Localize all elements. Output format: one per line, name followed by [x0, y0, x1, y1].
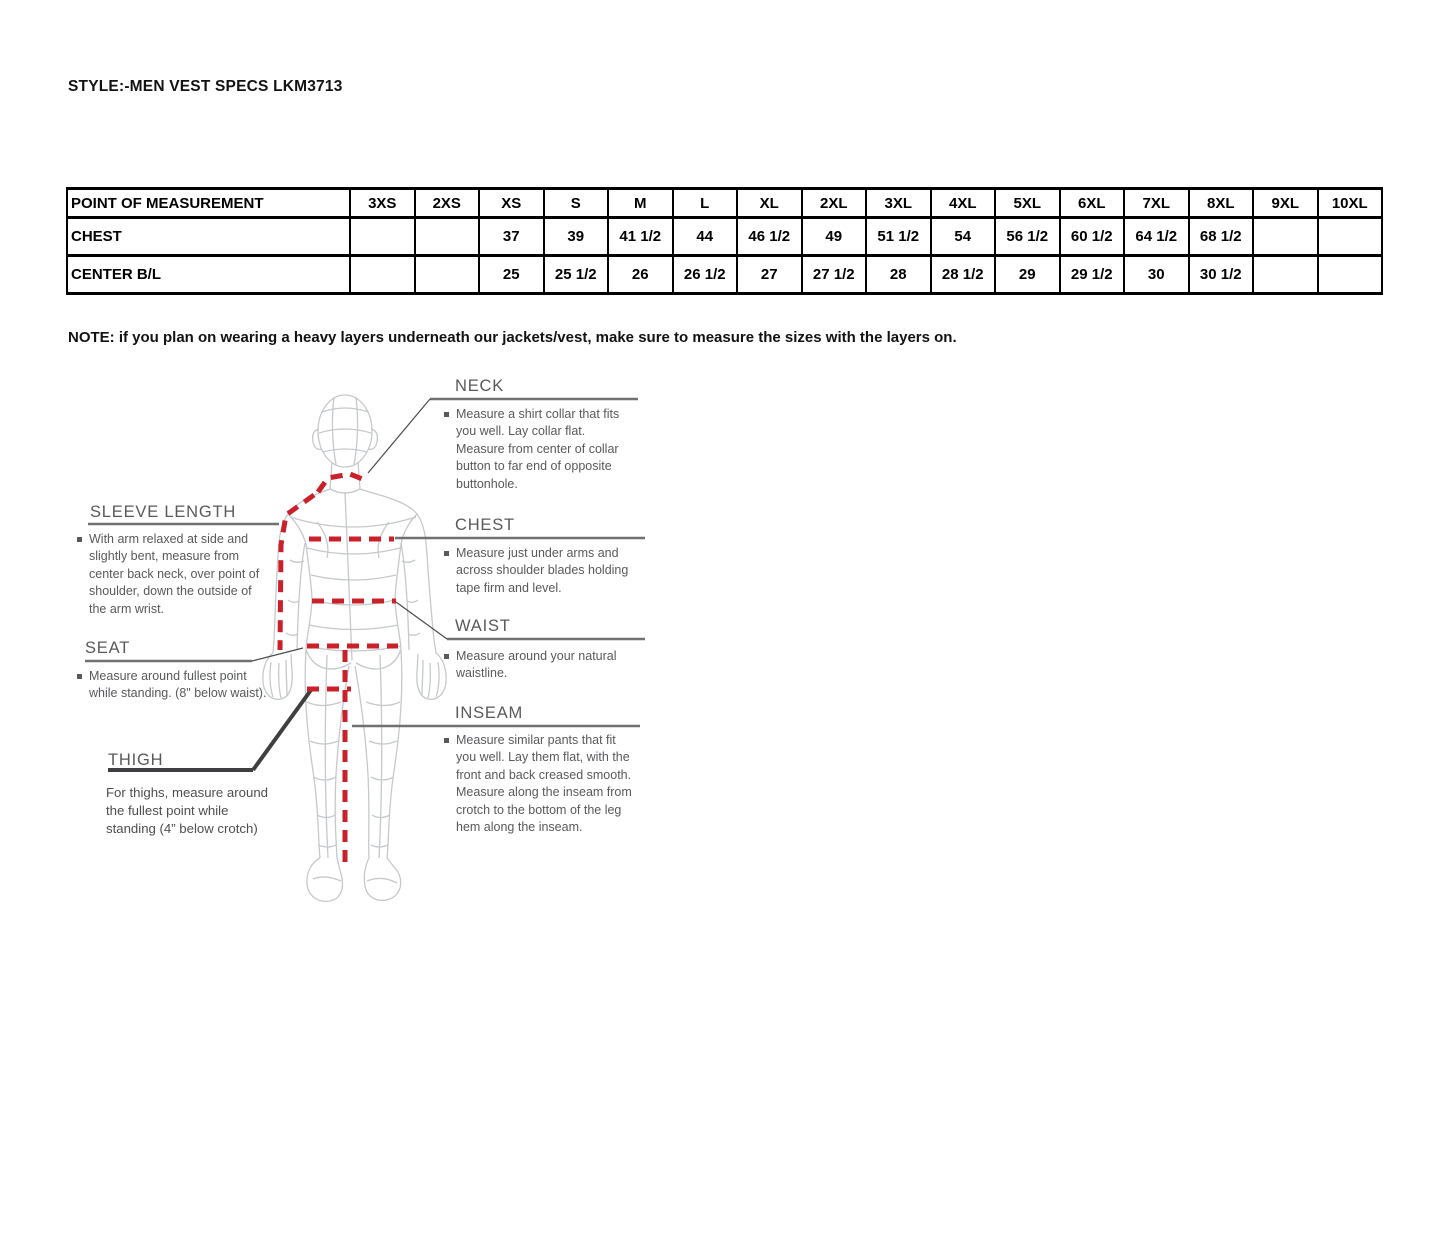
col-header-size: 2XL	[802, 189, 867, 218]
table-row-center-bl	[67, 256, 1382, 294]
chest-value: 49	[802, 218, 867, 256]
square-bullet-icon	[444, 551, 449, 556]
col-header-size: 4XL	[931, 189, 996, 218]
sleeve-length-heading: SLEEVE LENGTH	[90, 503, 237, 521]
center-bl-value: 25	[479, 256, 544, 294]
center-bl-value: 26	[608, 256, 673, 294]
col-header-point-of-measurement: POINT OF MEASUREMENT	[67, 189, 350, 218]
col-header-size: 2XS	[415, 189, 480, 218]
neck-description: Measure a shirt collar that fits you well. Lay collar flat. Measure from center of collar button to far end of opposite buttonhole.	[444, 406, 637, 493]
col-header-size: 9XL	[1253, 189, 1318, 218]
center-bl-value: 30 1/2	[1189, 256, 1254, 294]
size-spec-table	[66, 187, 1383, 295]
chest-value: 46 1/2	[737, 218, 802, 256]
col-header-size: 3XL	[866, 189, 931, 218]
chest-value: 51 1/2	[866, 218, 931, 256]
col-header-size: L	[673, 189, 738, 218]
neck-pointer-line	[368, 399, 430, 473]
note-text: NOTE: if you plan on wearing a heavy layers underneath our jackets/vest, make sure to measure the sizes with the layers on.	[68, 329, 957, 346]
col-header-size: 7XL	[1124, 189, 1189, 218]
center-bl-value: 28	[866, 256, 931, 294]
chest-value: 39	[544, 218, 609, 256]
chest-value: 60 1/2	[1060, 218, 1125, 256]
center-bl-value: 29	[995, 256, 1060, 294]
body-wireframe-figure	[263, 395, 446, 901]
chest-value: 44	[673, 218, 738, 256]
col-header-size: 5XL	[995, 189, 1060, 218]
col-header-size: 10XL	[1318, 189, 1383, 218]
thigh-description: For thighs, measure around the fullest point while standing (4” below crotch)	[106, 785, 268, 836]
center-bl-value: 29 1/2	[1060, 256, 1125, 294]
inseam-heading: INSEAM	[455, 704, 524, 722]
waist-heading: WAIST	[455, 617, 511, 635]
col-header-size: 3XS	[350, 189, 415, 218]
inseam-description: Measure similar pants that fit you well. Lay them flat, with the front and back creased smooth. Measure along the inseam from crotch to the bottom of the leg hem along the inseam.	[444, 732, 637, 836]
center-bl-value: 26 1/2	[673, 256, 738, 294]
chest-value	[415, 218, 480, 256]
center-bl-value: 27 1/2	[802, 256, 867, 294]
chest-value	[1318, 218, 1383, 256]
square-bullet-icon	[444, 412, 449, 417]
seat-description: Measure around fullest point while standing. (8" below waist).	[77, 668, 270, 703]
center-bl-value	[350, 256, 415, 294]
sleeve-measure-line	[280, 495, 314, 650]
col-header-size: XS	[479, 189, 544, 218]
sleeve-length-description: With arm relaxed at side and slightly bent, measure from center back neck, over point of shoulder, down the outside of the arm wrist.	[77, 531, 270, 618]
center-bl-value: 25 1/2	[544, 256, 609, 294]
row-label: CHEST	[67, 218, 350, 256]
col-header-size: M	[608, 189, 673, 218]
row-label: CENTER B/L	[67, 256, 350, 294]
square-bullet-icon	[444, 654, 449, 659]
square-bullet-icon	[444, 738, 449, 743]
table-row-chest	[67, 218, 1382, 256]
neck-heading: NECK	[455, 377, 505, 395]
chest-description: Measure just under arms and across shoulder blades holding tape firm and level.	[444, 545, 637, 597]
table-header-row	[67, 189, 1382, 218]
center-bl-value: 27	[737, 256, 802, 294]
col-header-size: XL	[737, 189, 802, 218]
center-bl-value	[1318, 256, 1383, 294]
chest-value: 37	[479, 218, 544, 256]
chest-heading: CHEST	[455, 516, 515, 534]
center-bl-value: 30	[1124, 256, 1189, 294]
page-title: STYLE:-MEN VEST SPECS LKM3713	[68, 78, 343, 95]
col-header-size: 8XL	[1189, 189, 1254, 218]
chest-value: 54	[931, 218, 996, 256]
col-header-size: 6XL	[1060, 189, 1125, 218]
center-bl-value	[1253, 256, 1318, 294]
waist-pointer-line	[396, 602, 447, 639]
neck-measure-line	[318, 474, 367, 492]
center-bl-value: 28 1/2	[931, 256, 996, 294]
chest-value: 56 1/2	[995, 218, 1060, 256]
measurement-tape-lines	[280, 474, 398, 870]
seat-pointer-line	[252, 648, 303, 661]
chest-value: 68 1/2	[1189, 218, 1254, 256]
waist-description: Measure around your natural waistline.	[444, 648, 637, 683]
chest-value	[1253, 218, 1318, 256]
chest-value: 64 1/2	[1124, 218, 1189, 256]
col-header-size: S	[544, 189, 609, 218]
center-bl-value	[415, 256, 480, 294]
chest-value: 41 1/2	[608, 218, 673, 256]
square-bullet-icon	[77, 537, 82, 542]
seat-heading: SEAT	[85, 639, 131, 657]
square-bullet-icon	[77, 674, 82, 679]
thigh-heading: THIGH	[108, 751, 164, 769]
chest-value	[350, 218, 415, 256]
